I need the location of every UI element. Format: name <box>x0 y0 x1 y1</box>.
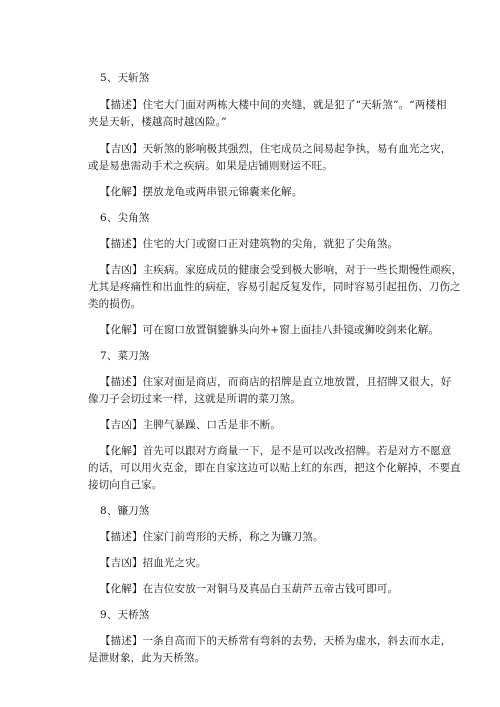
description-text: 【描述】住家门前弯形的天桥，称之为镰刀煞。 <box>100 531 324 543</box>
description-text: 夹是天斩，楼越高时越凶险。” <box>88 116 227 128</box>
section-title: 6、尖角煞 <box>100 212 150 224</box>
section-title: 7、菜刀煞 <box>100 350 150 362</box>
section-title: 9、天桥煞 <box>100 609 150 621</box>
fortune-text: 【吉凶】招血光之灾。 <box>100 557 207 569</box>
description-text: 像刀子会切过来一样，这就是所谓的菜刀煞。 <box>88 393 301 405</box>
section-title: 8、镰刀煞 <box>100 505 150 517</box>
remedy-text: 【化解】首先可以跟对方商量一下，是不是可以改改招牌。若是对方不愿意 <box>100 445 452 457</box>
remedy-text: 接切向自己家。 <box>88 479 163 491</box>
fortune-text: 或是易患需动手术之疾病。如果是店铺则财运不旺。 <box>88 160 333 172</box>
description-text: 【描述】住宅的大门或窗口正对建筑物的尖角，就犯了尖角煞。 <box>100 238 399 250</box>
description-text: 【描述】住家对面是商店，而商店的招牌是直立地放置，且招牌又很大，好 <box>100 376 452 388</box>
fortune-text: 类的损伤。 <box>88 298 142 310</box>
remedy-text: 【化解】在吉位安放一对铜马及真品白玉葫芦五帝古钱可即可。 <box>100 583 399 595</box>
fortune-text: 【吉凶】天斩煞的影响极其强烈，住宅成员之间易起争执，易有血光之灾， <box>100 143 452 155</box>
fortune-text: 【吉凶】主脾气暴躁、口舌是非不断。 <box>100 419 282 431</box>
description-text: 【描述】住宅大门面对两栋大楼中间的夹缝，就是犯了“天斩煞”。“两楼相 <box>100 99 447 111</box>
description-text: 【描述】一条自高而下的天桥常有弯斜的去势，天桥为虚水，斜去而水走， <box>100 635 452 647</box>
remedy-text: 的话，可以用火克金，即在自家这边可以贴上红的东西，把这个化解掉，不要直 <box>88 462 461 474</box>
fortune-text: 尤其是疼痛性和出血性的病症，容易引起反复发作，同时容易引起扭伤、刀伤之 <box>88 281 461 293</box>
remedy-text: 【化解】摆放龙龟或两串银元锦囊来化解。 <box>100 186 303 198</box>
description-text: 是泄财象，此为天桥煞。 <box>88 652 206 664</box>
section-title: 5、天斩煞 <box>100 72 150 84</box>
remedy-text: 【化解】可在窗口放置铜貔貅头向外+窗上面挂八卦镜或狮咬剑来化解。 <box>100 324 440 336</box>
fortune-text: 【吉凶】主疾病。家庭成员的健康会受到极大影响，对于一些长期慢性顽疾， <box>100 264 463 276</box>
